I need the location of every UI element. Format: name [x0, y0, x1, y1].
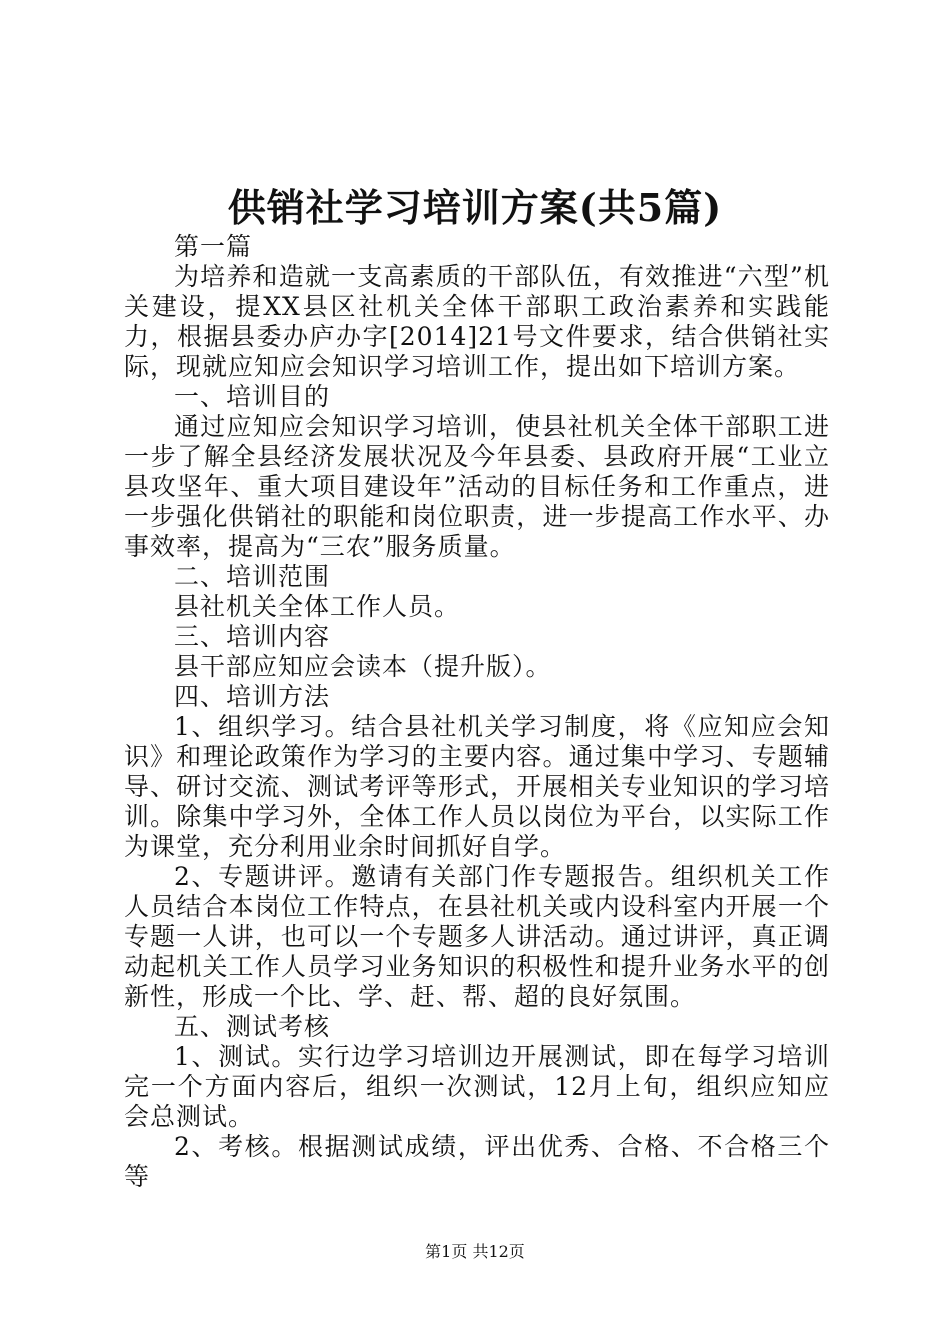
method-organized-study-paragraph: 1、组织学习。结合县社机关学习制度，将《应知应会知识》和理论政策作为学习的主要内容。通过集中学习、专题辅导、研讨交流、测试考评等形式，开展相关专业知识的学习培训。除集中学习外，全体工作人员以岗位为平台，以实际工作为课堂，充分利用业余时间抓好自学。: [124, 712, 830, 861]
section-heading-part-one: 第一篇: [174, 232, 253, 261]
content-paragraph: 县干部应知应会读本（提升版）。: [174, 652, 552, 681]
section-heading-purpose: 一、培训目的: [174, 382, 331, 411]
intro-paragraph: 为培养和造就一支高素质的干部队伍，有效推进“六型”机关建设，提XX县区社机关全体干部职工政治素养和实践能力，根据县委办庐办字[2014]21号文件要求，结合供销社实际，现就应知应会知识学习培训工作，提出如下培训方案。: [124, 262, 830, 381]
section-heading-assessment: 五、测试考核: [174, 1012, 331, 1041]
assessment-evaluation-paragraph: 2、考核。根据测试成绩，评出优秀、合格、不合格三个等: [124, 1132, 830, 1191]
purpose-paragraph: 通过应知应会知识学习培训，使县社机关全体干部职工进一步了解全县经济发展状况及今年县委、县政府开展“工业立县攻坚年、重大项目建设年”活动的目标任务和工作重点，进一步强化供销社的职能和岗位职责，进一步提高工作水平、办事效率，提高为“三农”服务质量。: [124, 412, 830, 561]
section-heading-scope: 二、培训范围: [174, 562, 331, 591]
section-heading-content: 三、培训内容: [174, 622, 331, 651]
document-title: 供销社学习培训方案(共5篇): [227, 185, 723, 230]
section-heading-method: 四、培训方法: [174, 682, 331, 711]
method-topic-review-paragraph: 2、专题讲评。邀请有关部门作专题报告。组织机关工作人员结合本岗位工作特点，在县社机关或内设科室内开展一个专题一人讲，也可以一个专题多人讲活动。通过讲评，真正调动起机关工作人员学习业务知识的积极性和提升业务水平的创新性，形成一个比、学、赶、帮、超的良好氛围。: [124, 862, 830, 1011]
scope-paragraph: 县社机关全体工作人员。: [174, 592, 461, 621]
page-number-footer: 第1页 共12页: [425, 1242, 525, 1261]
document-body: [124, 232, 830, 1192]
assessment-test-paragraph: 1、测试。实行边学习培训边开展测试，即在每学习培训完一个方面内容后，组织一次测试，12月上旬，组织应知应会总测试。: [124, 1042, 830, 1131]
